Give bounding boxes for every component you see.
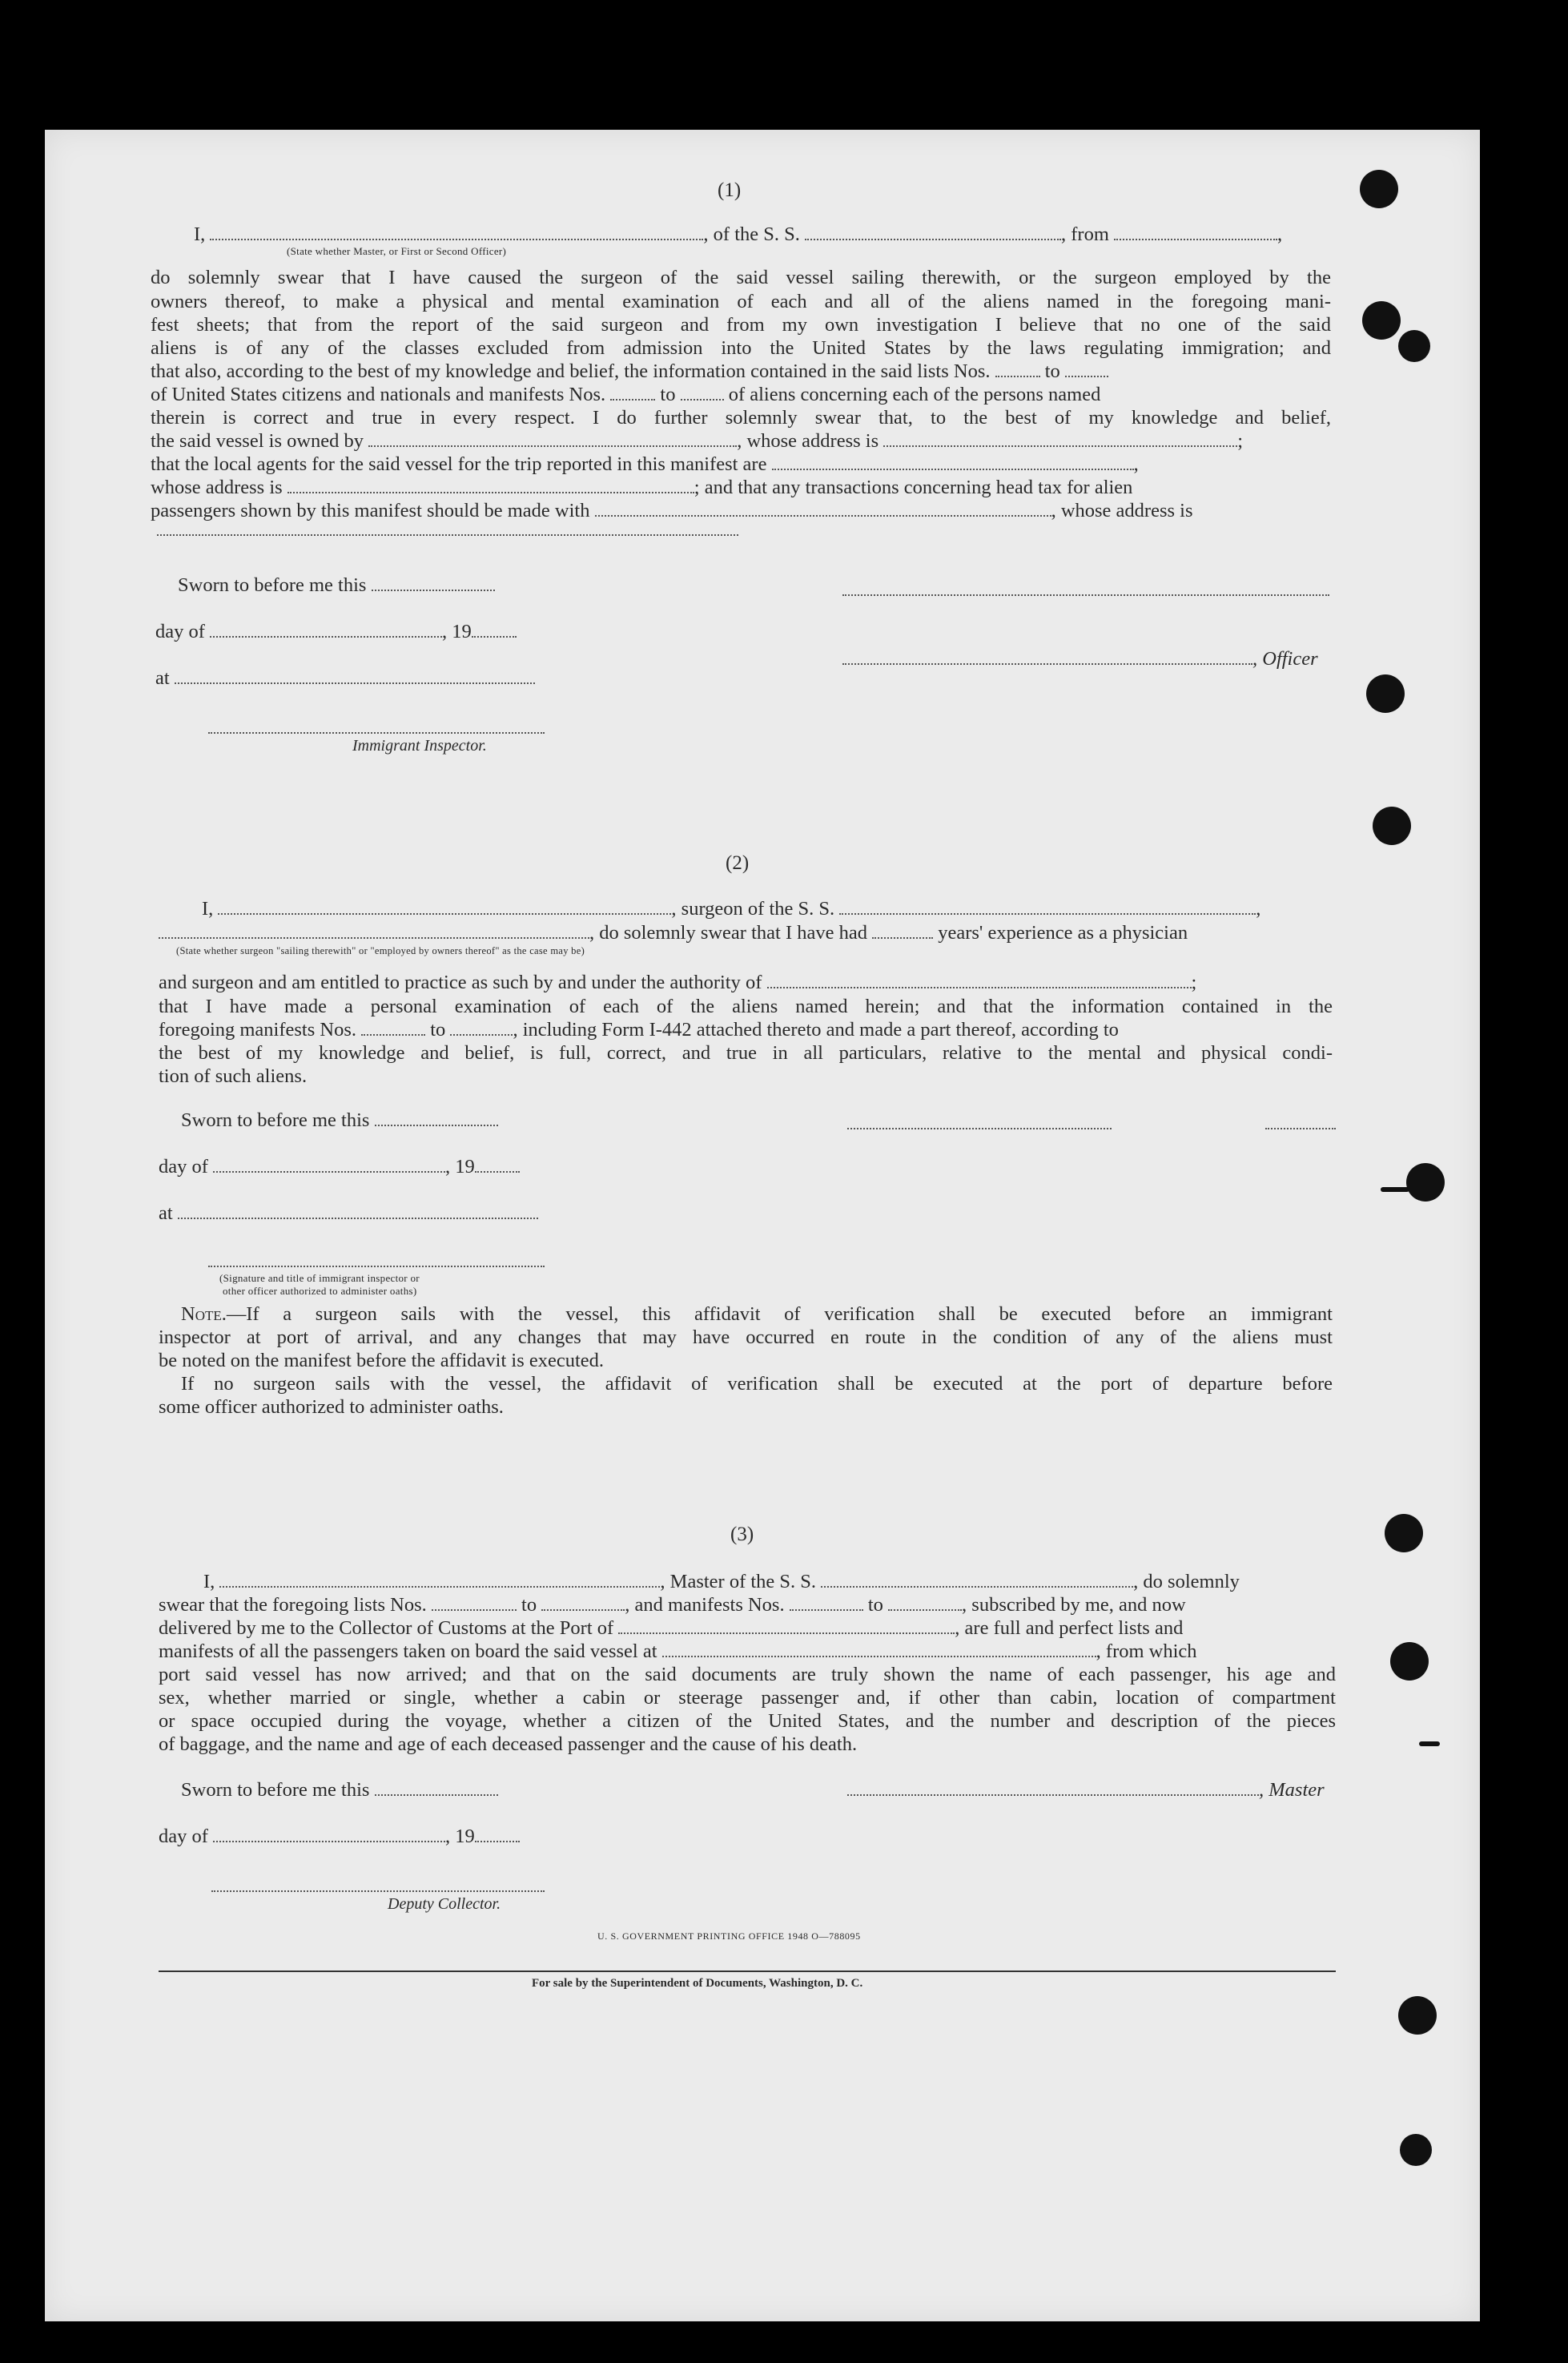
gpo-imprint: U. S. GOVERNMENT PRINTING OFFICE 1948 O—788095 [597,1930,861,1942]
s2-at: at [159,1202,538,1226]
s2-line-4: that I have made a personal examination of each of the aliens named herein; and that the information contained in the [159,996,1333,1017]
punch-hole [1362,301,1401,340]
signature-line-s2-inspector[interactable] [208,1266,545,1267]
blank-lists-from[interactable] [995,364,1040,377]
blank-owner-address[interactable] [883,434,1237,447]
s2-line-3: and surgeon and am entitled to practice as such by and under the authority of ; [159,972,1197,993]
blank-s3-ship[interactable] [821,1575,1133,1588]
margin-mark [1419,1741,1440,1746]
blank-surgeon-status[interactable] [159,926,589,939]
section-2-number: (2) [726,852,750,874]
s3-line-8: of baggage, and the name and age of each deceased passenger and the cause of his death. [159,1733,858,1755]
s2-note-5: some officer authorized to administer oaths. [159,1396,504,1418]
s2-line-6: the best of my knowledge and belief, is full, correct, and true in all particulars, relative to the mental and physical condi- [159,1042,1333,1064]
s1-sworn: Sworn to before me this [178,574,495,598]
s2-sig-note-2: other officer authorized to administer oaths) [223,1285,417,1297]
blank-surgeon-name[interactable] [218,902,671,915]
punch-hole [1385,1514,1423,1552]
s1-body-11: passengers shown by this manifest should be made with , whose address is [151,500,1193,521]
s3-line-7: or space occupied during the voyage, whether a citizen of the United States, and the number and description of the pieces [159,1710,1336,1732]
s1-body-1: do solemnly swear that I have caused the surgeon of the said vessel sailing therewith, or the surgeon employed by the [151,267,1331,288]
blank-s3-sworn-day[interactable] [375,1783,498,1796]
s1-body-5: that also, according to the best of my knowledge and belief, the information contained in the said lists Nos. to [151,360,1331,384]
s2-status-note: (State whether surgeon "sailing therewith" or "employed by owners thereof" as the case may be) [176,945,585,956]
blank-s3-master-name[interactable] [219,1575,660,1588]
blank-s3-year[interactable] [475,1830,520,1842]
blank-s2-ship[interactable] [839,902,1256,915]
blank-s2-manifests-to[interactable] [450,1023,513,1036]
footer-rule [159,1971,1336,1972]
blank-s2-year[interactable] [475,1160,520,1173]
s2-note-2: inspector at port of arrival, and any changes that may have occurred en route in the condition of any of the aliens must [159,1326,1333,1348]
s1-body-4: aliens is of any of the classes excluded from admission into the United States by the laws regulating immigration; and [151,337,1331,359]
blank-master-name[interactable] [210,227,703,240]
s3-line-5: port said vessel has now arrived; and that on the said documents are truly shown the name of each passenger, his age and [159,1664,1336,1685]
blank-s1-month[interactable] [210,625,442,638]
blank-s1-sworn-day[interactable] [372,578,495,591]
margin-mark [1381,1187,1409,1192]
blank-lists-to[interactable] [1065,364,1108,377]
blank-port-of-embarkation[interactable] [662,1644,1096,1657]
s2-sworn: Sworn to before me this [181,1109,498,1133]
s1-dayof: day of , 19 [155,620,517,644]
s1-title-note: (State whether Master, or First or Second Officer) [287,245,507,257]
signature-line-inspector[interactable] [208,732,545,734]
blank-s1-year[interactable] [472,625,517,638]
blank-agents-address[interactable] [287,481,694,493]
punch-hole [1373,807,1411,845]
s2-line-2: , do solemnly swear that I have had years' experience as a physician [159,921,1336,945]
s1-line-1: I, , of the S. S. , from , [194,223,1283,245]
blank-s2-sworn-day[interactable] [375,1113,498,1126]
blank-manifests-from[interactable] [610,388,655,401]
punch-hole [1398,1996,1437,2035]
s1-officer: , Officer [842,647,1318,671]
s3-line-6: sex, whether married or single, whether a cabin or steerage passenger and, if other than cabin, location of compartment [159,1687,1336,1709]
section-1-number: (1) [718,179,742,201]
s1-body-9: that the local agents for the said vessel for the trip reported in this manifest are , [151,453,1139,475]
signature-line-surgeon-title[interactable] [1265,1128,1336,1129]
s2-line-1: I, , surgeon of the S. S. , [202,898,1261,920]
s3-sworn: Sworn to before me this [181,1778,498,1802]
blank-manifests-to[interactable] [681,388,724,401]
punch-hole [1398,330,1430,362]
punch-hole [1360,170,1398,208]
s1-body-2: owners thereof, to make a physical and mental examination of each and all of the aliens named in the foregoing mani- [151,291,1331,312]
s2-line-7: tion of such aliens. [159,1065,308,1087]
form-page [45,130,1480,2321]
blank-local-agents[interactable] [772,457,1134,470]
signature-line-top[interactable] [842,594,1329,596]
s2-note-1: Note.—If a surgeon sails with the vessel, this affidavit of verification shall be executed before an immigrant [181,1303,1333,1325]
blank-owner[interactable] [368,434,737,447]
collector-label: Deputy Collector. [388,1895,501,1913]
punch-hole [1406,1163,1445,1202]
s3-dayof: day of , 19 [159,1825,520,1849]
signature-line-surgeon[interactable] [847,1128,1112,1129]
blank-s3-month[interactable] [213,1830,445,1842]
s2-note-4: If no surgeon sails with the vessel, the affidavit of verification shall be executed at the port of departure before [181,1373,1333,1395]
inspector-label: Immigrant Inspector. [352,737,487,755]
s3-line-3: delivered by me to the Collector of Customs at the Port of , are full and perfect lists and [159,1617,1184,1639]
blank-ship-name[interactable] [805,227,1061,240]
s3-line-4: manifests of all the passengers taken on board the said vessel at , from which [159,1640,1197,1662]
s1-body-8: the said vessel is owned by , whose address is ; [151,430,1244,452]
punch-hole [1400,2134,1432,2166]
blank-s2-manifests-from[interactable] [361,1023,425,1036]
signature-line-officer[interactable] [842,652,1252,665]
s3-line-2: swear that the foregoing lists Nos. to , and manifests Nos. to , subscribed by me, and now [159,1594,1186,1616]
blank-s3-lists-from[interactable] [432,1598,517,1611]
punch-hole [1390,1642,1429,1681]
section-3-number: (3) [730,1524,754,1545]
s2-line-5: foregoing manifests Nos. to , including Form I-442 attached thereto and made a part thereof, according to [159,1019,1119,1041]
blank-years-experience[interactable] [872,926,933,939]
blank-s2-place[interactable] [178,1206,538,1219]
s3-line-1: I, , Master of the S. S. , do solemnly [203,1571,1240,1592]
blank-authority[interactable] [767,976,1192,988]
s2-sig-note-1: (Signature and title of immigrant inspector or [219,1272,420,1284]
blank-from-port[interactable] [1114,227,1277,240]
blank-s1-place[interactable] [175,671,535,684]
s1-body-6: of United States citizens and nationals and manifests Nos. to of aliens concerning each of the persons named [151,384,1101,405]
blank-port-of-customs[interactable] [618,1621,955,1634]
sale-notice: For sale by the Superintendent of Documents, Washington, D. C. [532,1977,863,1990]
s2-dayof: day of , 19 [159,1155,520,1179]
signature-line-master[interactable] [847,1783,1259,1796]
s1-body-10: whose address is ; and that any transactions concerning head tax for alien [151,477,1133,498]
blank-s3-lists-to[interactable] [541,1598,625,1611]
s2-note-3: be noted on the manifest before the affidavit is executed. [159,1350,605,1371]
blank-head-tax-address[interactable] [157,534,738,536]
s1-body-3: fest sheets; that from the report of the said surgeon and from my own investigation I believe that no one of the said [151,314,1331,336]
s1-at: at [155,666,535,690]
punch-hole [1366,674,1405,713]
signature-line-collector[interactable] [211,1890,545,1892]
s1-body-7: therein is correct and true in every respect. I do further solemnly swear that, to the best of my knowledge and belief, [151,407,1331,429]
blank-s3-manifests-to[interactable] [888,1598,962,1611]
s3-master: , Master [847,1778,1325,1802]
blank-head-tax-party[interactable] [595,504,1051,517]
blank-s2-month[interactable] [213,1160,445,1173]
blank-s3-manifests-from[interactable] [790,1598,863,1611]
